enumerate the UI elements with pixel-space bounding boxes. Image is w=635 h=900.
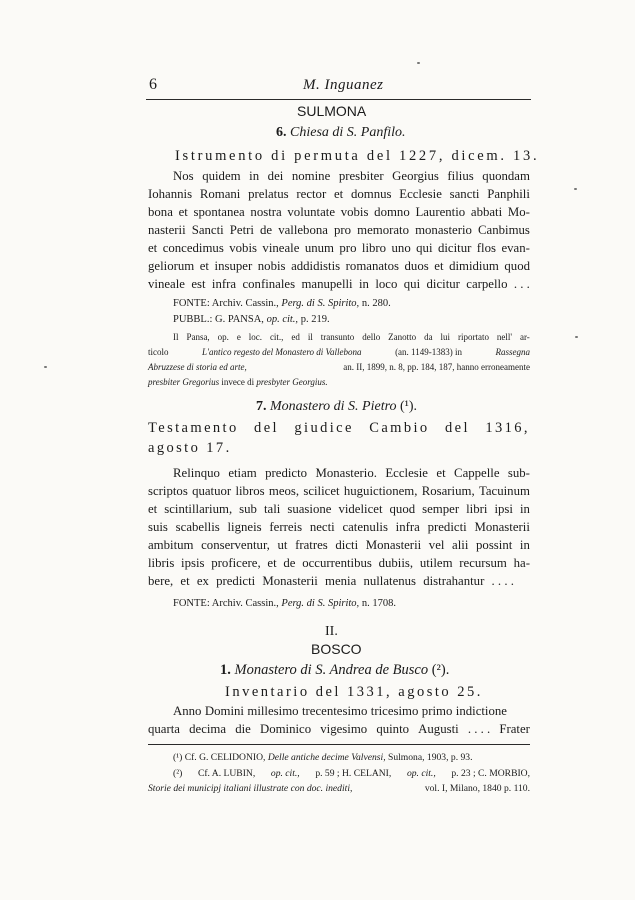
act-title-cont: agosto 17. — [148, 440, 232, 456]
note-line: presbiter Gregorius invece di presbyter Georgius. — [148, 377, 328, 387]
footnote-rule — [148, 744, 530, 745]
item-number: 1. — [220, 662, 231, 678]
act-title: Inventario del 1331, agosto 25. — [225, 684, 483, 700]
ink-speck — [44, 366, 47, 368]
text-line: Anno Domini millesimo trecentesimo tricesimo primo indictione — [173, 704, 507, 718]
page-number: 6 — [149, 76, 157, 93]
text-line: Relinquo etiam predicto Monasterio. Ecclesie et Cappelle sub- — [173, 466, 530, 480]
section-number: II. — [325, 624, 338, 639]
text-line: ambitum conserventur, ut fratres dicti Monasterii vel alii possint in — [148, 538, 530, 552]
text-line: scriptos quatuor libros meos, scilicet huguictionem, Rosarium, Tacuinum — [148, 484, 530, 498]
source-fonte: FONTE: Archiv. Cassin., Perg. di S. Spirito, n. 1708. — [173, 598, 396, 609]
item-number: 7. — [256, 399, 267, 414]
text-line: bona et spontanea nostra voluntate vobis domno Laurentio abbati Mo- — [148, 205, 530, 219]
item-title: Monastero di S. Andrea de Busco — [234, 662, 429, 678]
running-title: M. Inguanez — [303, 77, 384, 93]
text-line: bere, et ex predicti Monasterii menia nullatenus distrahantur . . . . — [148, 574, 514, 588]
text-line: nasterii Sancti Petri de vallebona pro memorato monasterio Canbimus — [148, 223, 530, 237]
footnote-1: (¹) Cf. G. CELIDONIO, Delle antiche decime Valvensi, Sulmona, 1903, p. 93. — [173, 752, 473, 763]
ink-speck — [417, 62, 420, 64]
text-line: libris ipsis proficere, et de occurrentibus dubiis, utilem recursum ha- — [148, 556, 530, 570]
item-heading-6 — [276, 125, 406, 141]
footnote-2-cont: Storie dei municipj italiani illustrate con doc. inediti, vol. I, Milano, 1840 p. 110. — [148, 783, 530, 794]
text-line: Nos quidem in dei nomine presbiter Georgius filius quondam — [173, 169, 530, 183]
place-heading-sulmona: SULMONA — [297, 103, 367, 119]
source-fonte: FONTE: Archiv. Cassin., Perg. di S. Spirito, n. 280. — [173, 298, 391, 309]
note-line: Il Pansa, op. e loc. cit., ed il transunto dello Zanotto da lui riportato nell' ar- — [173, 332, 530, 342]
ink-speck — [575, 336, 578, 338]
item-number: 6. — [276, 125, 287, 140]
header-rule — [146, 99, 531, 100]
ink-speck — [574, 188, 577, 190]
item-heading-1 — [220, 662, 449, 679]
place-heading-bosco: BOSCO — [311, 641, 362, 657]
text-line: et scintillarium, sub tali suasione videlicet quod semper libri ipsi in — [148, 502, 530, 516]
source-pubbl: PUBBL.: G. PANSA, op. cit., p. 219. — [173, 314, 330, 325]
item-heading-7 — [256, 399, 417, 415]
note-line: Abruzzese di storia ed arte, an. II, 1899, n. 8, pp. 184, 187, hanno erroneamente — [148, 362, 530, 372]
note-line: ticolo L'antico regesto del Monastero di Vallebona (an. 1149-1383) in Rassegna — [148, 347, 530, 357]
item-note-ref: (²). — [431, 662, 450, 678]
text-line: Iohannis Romani prelatus rector et domnus Ecclesie sancti Panphili — [148, 187, 530, 201]
act-title: Testamento del giudice Cambio del 1316, — [148, 420, 530, 436]
text-line: et concedimus vobis vineale unum pro libro uno qui dicitur flos evan- — [148, 241, 530, 255]
text-line: quarta decima die Dominico vigesimo quinto Augusti . . . . Frater — [148, 722, 530, 736]
item-title: Chiesa di S. Panfilo. — [290, 125, 406, 140]
text-line: suis scabellis ligneis ferreis necti catenulis infra predicti Monasterii — [148, 520, 530, 534]
act-title: Istrumento di permuta del 1227, dicem. 13. — [175, 148, 540, 164]
text-line: vineale est infra confinales manupelli in loco qui dicitur carpello . . . — [148, 277, 530, 291]
footnote-2: (²) Cf. A. LUBIN, op. cit., p. 59 ; H. CELANI, op. cit., p. 23 ; C. MORBIO, — [173, 768, 530, 779]
text-line: geliorum et insuper nobis addidistis romanatos duos et dimidium quod — [148, 259, 530, 273]
item-note-ref: (¹). — [400, 399, 418, 414]
item-title: Monastero di S. Pietro — [270, 399, 397, 414]
